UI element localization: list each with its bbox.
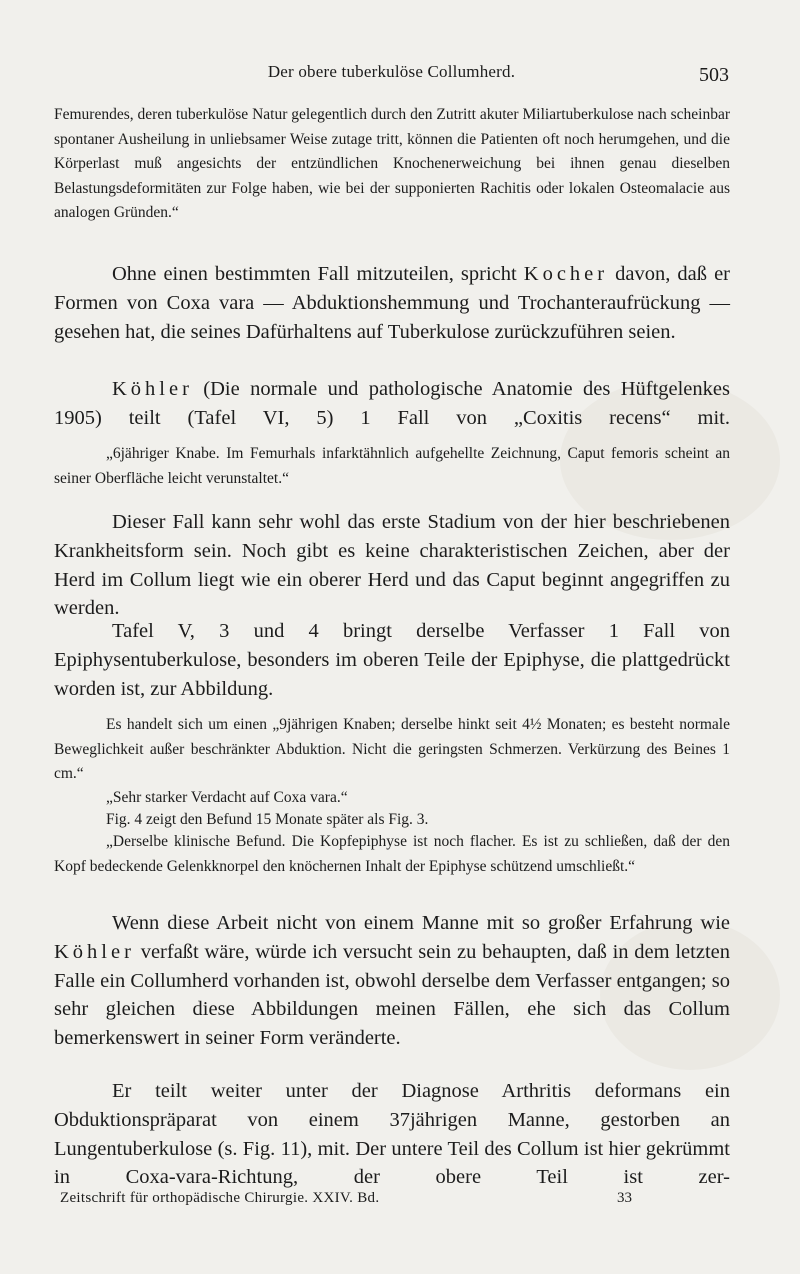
paragraph: Er teilt weiter unter der Diagnose Arthritis deformans ein Obduktionspräparat von einem 37jährigen Manne, gestorben an Lungentuberkulose (s. Fig. 11), mit. Der untere Teil des Collum ist hier gekrümmt in Coxa-vara-Richtung, der obere Teil ist zer- [54,1080,730,1189]
paragraph-text: verfaßt wäre, würde ich versucht sein zu behaupten, daß in dem letzten Falle ein Collumherd vorhanden ist, obwohl derselbe dem Verfasser entgangen; so sehr gleichen diese Abbildungen meinen Fällen, ehe sich das Collum bemerkenswert in seiner Form veränderte. [54,940,730,1050]
author-name: Kocher [523,263,609,285]
page-number: 503 [699,64,729,86]
paragraph [54,260,730,346]
paragraph [54,375,730,433]
paragraph-text: davon, daß er Formen von Coxa vara — Abduktionshemmung und Trochanteraufrückung — gesehen hat, die seines Dafürhaltens auf Tuberkulose zurückzuführen seien. [54,263,730,343]
quote: „6jähriger Knabe. Im Femurhals infarktähnlich aufgehellte Zeichnung, Caput femoris scheint an seiner Oberfläche leicht verunstaltet.“ [54,445,730,487]
quote: „Sehr starker Verdacht auf Coxa vara.“ [106,789,348,806]
paragraph-text: Ohne einen bestimmten Fall mitzuteilen, spricht [112,263,524,285]
paragraph: Tafel V, 3 und 4 bringt derselbe Verfasser 1 Fall von Epiphysentuberkulose, besonders im oberen Teile der Epiphyse, die plattgedrückt worden ist, zur Abbildung. [54,620,730,700]
author-name: Köhler [112,378,193,400]
paragraph-text: Wenn diese Arbeit nicht von einem Manne mit so großer Erfahrung wie [112,912,730,934]
quote: „Derselbe klinische Befund. Die Kopfepiphyse ist noch flacher. Es ist zu schließen, daß der den Kopf bedeckende Gelenkknorpel den knöchernen Inhalt der Epiphyse schützend umschließt.“ [54,833,730,875]
running-title: Der obere tuberkulöse Collumherd. [267,62,516,81]
paragraph: Femurendes, deren tuberkulöse Natur gelegentlich durch den Zutritt akuter Miliartuberkulose nach scheinbar spontaner Ausheilung in unliebsamer Weise zutage tritt, können die Patienten oft noch herumgehen, und die Körperlast muß angesichts der entzündlichen Knochenerweichung bei ihnen genau dieselben Belastungsdeformitäten zur Folge haben, wie bei der supponierten Rachitis oder lokalen Osteomalacie aus analogen Gründen.“ [54,106,730,221]
quote: Fig. 4 zeigt den Befund 15 Monate später als Fig. 3. [106,811,429,828]
paragraph: Dieser Fall kann sehr wohl das erste Stadium von der hier beschriebenen Krankheitsform sein. Noch gibt es keine charakteristischen Zeichen, aber der Herd im Collum liegt wie ein oberer Herd und das Caput beginnt angegriffen zu werden. [54,511,730,620]
journal-line: Zeitschrift für orthopädische Chirurgie. XXIV. Bd. [60,1190,380,1206]
page-footer [54,1190,730,1212]
page-header [54,62,729,86]
quote: Es handelt sich um einen „9jährigen Knaben; derselbe hinkt seit 4½ Monaten; es besteht normale Beweglichkeit außer beschränkter Abduktion. Nicht die geringsten Schmerzen. Verkürzung des Beines 1 cm.“ [54,716,730,782]
signature-mark: 33 [617,1190,632,1206]
author-name: Köhler [54,940,135,963]
paragraph-text: (Die normale und pathologische Anatomie des Hüftgelenkes 1905) teilt (Tafel VI, 5) 1 Fall von „Coxitis recens“ mit. [54,378,730,429]
paragraph [54,909,730,1053]
